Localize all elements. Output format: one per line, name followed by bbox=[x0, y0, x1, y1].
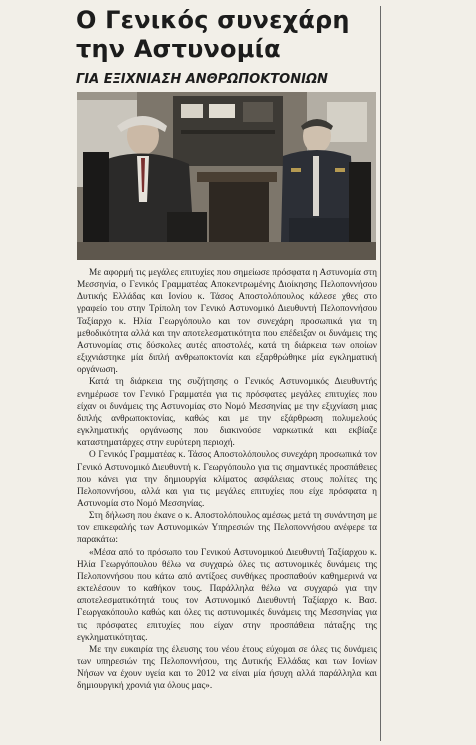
headline bbox=[76, 6, 376, 64]
article-paragraph-1: Με αφορμή τις μεγάλες επιτυχίες που σημείωσε πρόσφατα η Αστυνομία στη Μεσσηνία, ο Γενικός Γραμματέας Αποκεντρωμένης Διοίκησης Πελοποννήσου Δυτικής Ελλάδας και Ιονίου κ. Τάσος Αποστολόπουλος κάλεσε χθες στο γραφείο του στην Τρίπολη τον Γενικό Αστυνομικό Διευθυντή Πελοποννήσου Ταξίαρχο κ. Ηλία Γεωργόπουλο και τον συνεχάρη προσωπικά για τη μεθοδικότητα αλλά και την αποτελεσματικότητα που επέδειξαν οι δυνάμεις της Αστυνομίας στις δύσκολες αυτές αποστολές, κατά τη διάρκεια των οποίων εξιχνιάστηκε μία διπλή ανθρωποκτονία και εξαρθρώθηκε μία εγκληματική οργάνωση. bbox=[77, 268, 377, 376]
article-photo bbox=[77, 92, 376, 260]
headline-line-2: την Αστυνομία bbox=[76, 35, 281, 63]
subheadline: ΓΙΑ ΕΞΙΧΝΙΑΣΗ ΑΝΘΡΩΠΟΚΤΟΝΙΩΝ bbox=[76, 72, 328, 87]
article-paragraph-2: Κατά τη διάρκεια της συζήτησης ο Γενικός Αστυνομικός Διευθυντής ενημέρωσε τον Γενικό Γραμματέα για τις πρόσφατες μεγάλες επιτυχίες που είχαν οι δυνάμεις της Αστυνομίας στο Νομό Μεσσηνίας με την εξιχνίαση μιας διπλής ανθρωποκτονίας, καθώς και με την εξάρθρωση πολυμελούς εγκληματικής οργάνωσης που διακινούσε ναρκωτικά και εκβίαζε καταστηματάρχες στην ευρύτερη περιοχή. bbox=[77, 377, 377, 449]
article-paragraph-3: Ο Γενικός Γραμματέας κ. Τάσος Αποστολόπουλος συνεχάρη προσωπικά τον Γενικό Αστυνομικό Διευθυντή κ. Γεωργόπουλο για τις σημαντικές προσπάθειες που κάνει για την δημιουργία κλίματος ασφάλειας στους πολίτες της Πελοποννήσου, αλλά και για τις μεγάλες επιτυχίες που είχε πρόσφατα η Αστυνομία στο Νομό Μεσσηνίας. bbox=[77, 450, 377, 509]
column-rule bbox=[380, 6, 381, 741]
article-paragraph-6: Με την ευκαιρία της έλευσης του νέου έτους εύχομαι σε όλες τις δυνάμεις των υπηρεσιών της Πελοποννήσου, της Δυτικής Ελλάδας και των Ιονίων Νήσων να έχουν υγεία και το 2012 να είναι μία ήσυχη αλλά παράλληλα και δημιουργική χρονιά για όλους μας». bbox=[77, 644, 377, 692]
headline-line-1: Ο Γενικός συνεχάρη bbox=[76, 6, 350, 34]
article-body bbox=[77, 267, 377, 692]
article-paragraph-4: Στη δήλωση που έκανε ο κ. Αποστολόπουλος αμέσως μετά τη συνάντηση με τον επικεφαλής των Αστυνομικών Υπηρεσιών της Πελοποννήσου ανέφερε τα παρακάτω: bbox=[77, 511, 377, 546]
photo-meeting-image bbox=[77, 92, 376, 260]
article-paragraph-5: «Μέσα από το πρόσωπο του Γενικού Αστυνομικού Διευθυντή Ταξίαρχου κ. Ηλία Γεωργόπουλου θέλω να συγχαρώ όλες τις αστυνομικές δυνάμεις της Πελοποννήσου που κάτω από αντίξοες συνθήκες προσπαθούν καθημερινά να εκτελέσουν το καθήκον τους. Παράλληλα θέλω να συγχαρώ για την αποτελεσματικότητά τους τον Αστυνομικό Διευθυντή Ταξίαρχο κ. Βασ. Γεωργακόπουλο καθώς και όλες τις αστυνομικές δυνάμεις της Μεσσηνίας για τις πρόσφατες επιτυχίες που είχαν στην προσπάθεια πάταξης της εγκληματικότητας. bbox=[77, 547, 377, 643]
